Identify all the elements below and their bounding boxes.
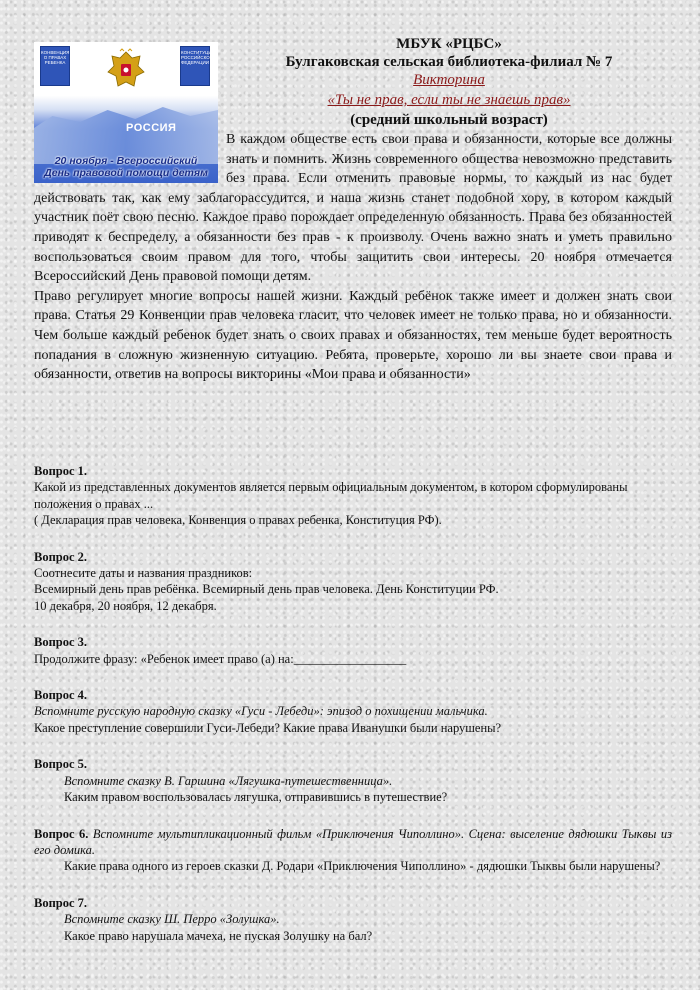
question-2: [34, 549, 672, 615]
age-group: (средний школьный возраст): [350, 112, 548, 128]
question-title: Вопрос 3.: [34, 635, 88, 650]
intro-paragraph-1: В каждом обществе есть свои права и обязанности, которые все должны знать и помнить. Жизнь современного общества невозможно представить без права. Если отменить правовые нормы, то каждый из нас будет действовать так, как ему заблагорассудится, и наша жизнь станет подобной хору, в котором каждый участник поёт свою песню. Каждое право порождает определенную обязанность. Права без обязанностей приводят к беспределу, а обязанности без прав - к произволу. Очень важно знать и уметь правильно воспользоваться своим правом для того, чтобы защитить свои интересы. 20 ноября отмечается Всероссийский День правовой помощи детям.: [34, 132, 672, 285]
question-4: [34, 687, 672, 736]
intro-text: [34, 130, 672, 385]
question-title: Вопрос 2.: [34, 549, 88, 564]
question-6: [34, 826, 672, 875]
question-title: Вопрос 6.: [34, 826, 89, 841]
intro-paragraph-2: Право регулирует многие вопросы нашей жизни. Каждый ребёнок также имеет и должен знать свои права. Статья 29 Конвенции прав человека гласит, что человек имеет не только права, но и обязанности. Чем больше каждый ребенок будет знать о своих правах и обязанностях, тем меньше будет вероятность попадания в сложную жизненную ситуацию. Ребята, проверьте, хорошо ли вы знаете свои права и обязанности, ответив на вопросы викторины «Мои права и обязанности»: [34, 288, 672, 383]
question-text: Какое преступление совершили Гуси-Лебеди? Какие права Иванушки были нарушены?: [34, 720, 502, 735]
question-title: Вопрос 1.: [34, 464, 88, 478]
library-branch-name: Булгаковская сельская библиотека-филиал № 7: [285, 54, 613, 70]
constitution-booklet-text: КОНСТИТУЦИЯ РОССИЙСКОЙ ФЕДЕРАЦИИ: [181, 50, 215, 65]
convention-booklet-text: КОНВЕНЦИЯ О ПРАВАХ РЕБЕНКА: [41, 50, 70, 65]
question-prompt: Вспомните сказку В. Гаршина «Лягушка-путешественница».: [64, 773, 393, 788]
question-prompt: Вспомните сказку Ш. Перро «Золушка».: [64, 912, 280, 927]
question-5: [34, 756, 672, 805]
question-3: [34, 634, 672, 667]
question-text: Соотнесите даты и названия праздников:: [34, 566, 253, 581]
quiz-kind: Викторина: [413, 72, 485, 88]
russian-coat-of-arms-icon: [106, 48, 146, 94]
banner-caption-line2: День правовой помощи детям: [44, 167, 208, 179]
banner-caption-line1: 20 ноября - Всероссийский: [54, 155, 198, 167]
question-title: Вопрос 5.: [34, 757, 88, 772]
constitution-booklet: [180, 46, 215, 86]
question-text: Каким правом воспользовалась лягушка, отправившись в путешествие?: [64, 790, 448, 805]
questions-list: [34, 463, 672, 964]
quiz-title: «Ты не прав, если ты не знаешь прав»: [327, 92, 571, 108]
question-prompt: Вспомните русскую народную сказку «Гуси - Лебеди»: эпизод о похищении мальчика.: [34, 704, 488, 719]
question-prompt: Вспомните мультипликационный фильм «Приключения Чиполлино». Сцена: выселение дядюшки Тыквы из его домика.: [34, 826, 672, 857]
map-label: РОССИЯ: [126, 122, 177, 134]
organization-name: МБУК «РЦБС»: [396, 36, 502, 52]
question-text: Продолжите фразу: «Ребенок имеет право (а) на:__________________: [34, 651, 407, 666]
question-title: Вопрос 4.: [34, 688, 88, 703]
question-text: ( Декларация прав человека, Конвенция о правах ребенка, Конституция РФ).: [34, 513, 442, 528]
question-1: [34, 463, 672, 529]
question-text: Какой из представленных документов является первым официальным документом, в котором сформулированы положения о правах ...: [34, 480, 628, 511]
convention-booklet: [40, 46, 70, 86]
question-text: 10 декабря, 20 ноября, 12 декабря.: [34, 598, 217, 613]
question-7: [34, 895, 672, 944]
question-text: Какое право нарушала мачеха, не пуская Золушку на бал?: [64, 928, 373, 943]
question-text: Какие права одного из героев сказки Д. Родари «Приключения Чиполлино» - дядюшки Тыквы были нарушены?: [64, 859, 661, 874]
question-title: Вопрос 7.: [34, 895, 88, 910]
question-text: Всемирный день прав ребёнка. Всемирный день прав человека. День Конституции РФ.: [34, 582, 499, 597]
